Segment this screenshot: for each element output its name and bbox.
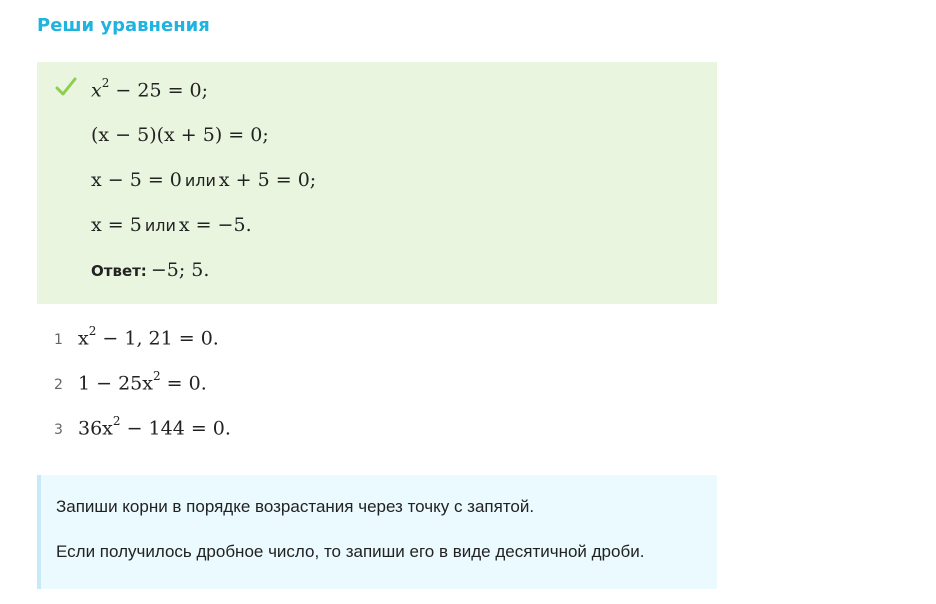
hint-box [37,475,717,589]
task-number: 3 [54,422,63,439]
task-item: 3 $36x^2 - 144 = 0$. [54,414,231,440]
checkmark-icon [55,76,77,98]
task-number: 2 [54,377,63,394]
hint-line-1: Запиши корни в порядке возрастания через точку с запятой. [56,497,535,516]
task-number: 1 [54,332,63,349]
solved-example [37,62,717,304]
answer-label: Ответ: [91,262,147,280]
page-title: Реши уравнения [37,15,210,36]
task-item: 1 $x^2 - 1$, 21 = 0. [54,324,219,350]
task-item: 2 $1 - 25x^2 = 0$. [54,369,207,395]
example-line-2: (x − 5)(x + 5) = 0; [91,124,269,146]
example-line-4: x = 5 или x = −5. [91,214,252,236]
hint-line-2: Если получилось дробное число, то запиши его в виде десятичной дроби. [56,542,645,561]
example-line-3: x − 5 = 0 или x + 5 = 0; [91,169,317,191]
example-answer [91,259,209,281]
answer-value: −5; 5. [150,259,210,281]
example-line-1: $x^2 - 25 = 0$; [91,76,209,102]
